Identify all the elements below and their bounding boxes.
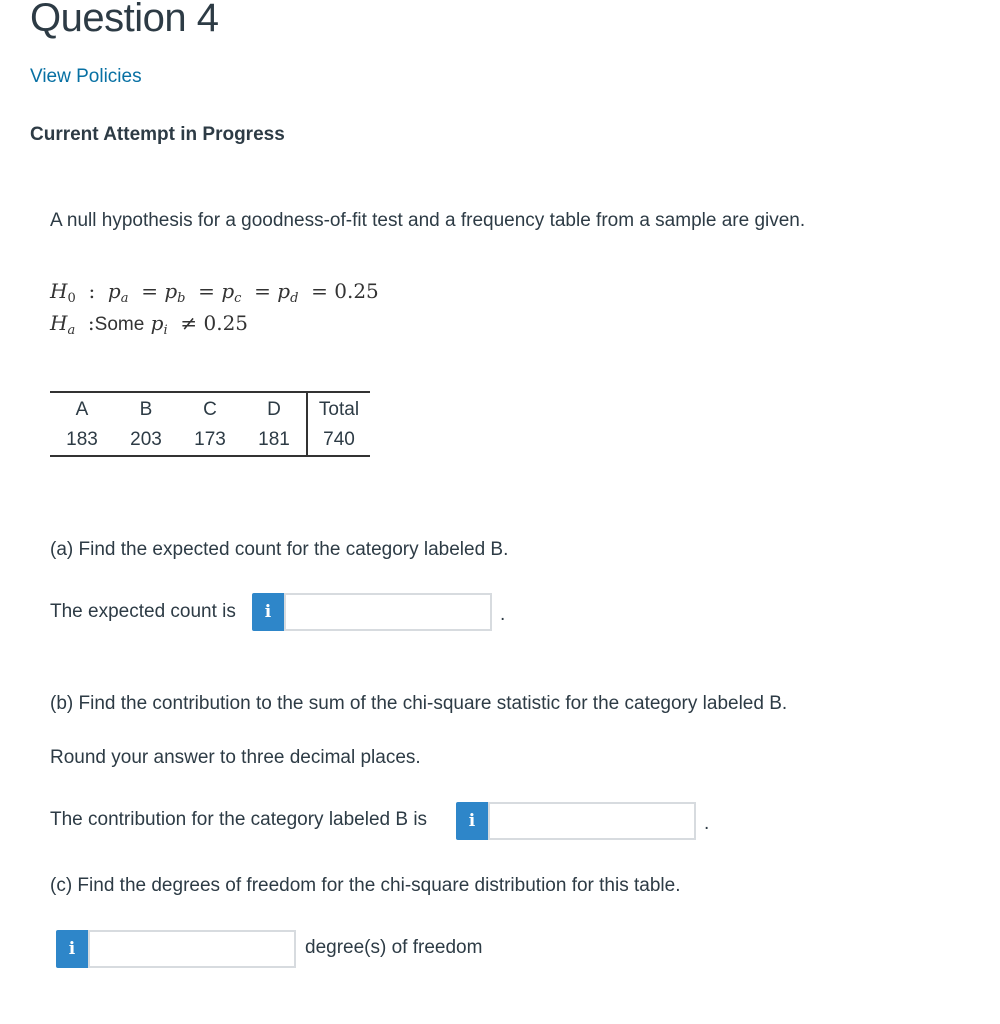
table-header-total: Total: [307, 392, 370, 425]
table-cell: 173: [194, 429, 226, 450]
p-symbol: p: [150, 311, 164, 335]
part-b-prompt: (b) Find the contribution to the sum of the chi-square statistic for the category labeled B.: [50, 693, 788, 714]
page-title: Question 4: [30, 0, 219, 40]
null-hypothesis: $H_0$ : $p_a = p_b = p_c = p_d = 0.25$: [50, 279, 379, 306]
ha-value: 0.25: [203, 311, 249, 335]
some-text: Some: [94, 314, 145, 335]
table-row: [50, 425, 370, 456]
frequency-table: [50, 391, 370, 457]
p-symbol: p: [277, 279, 291, 303]
p-symbol: p: [221, 279, 235, 303]
table-header-row: [50, 392, 370, 425]
info-icon[interactable]: i: [56, 930, 88, 968]
view-policies-link[interactable]: View Policies: [30, 66, 142, 87]
table-header: A: [75, 399, 89, 420]
part-a-answer-label: The expected count is: [50, 601, 236, 622]
p-symbol: p: [164, 279, 178, 303]
sub-a: a: [120, 291, 129, 306]
h0-subscript: 0: [67, 291, 76, 306]
contribution-input[interactable]: [488, 802, 696, 840]
table-cell-total: 740: [307, 425, 370, 456]
attempt-status: Current Attempt in Progress: [30, 124, 285, 145]
h0-symbol: H: [50, 279, 68, 303]
table-cell: 183: [66, 429, 98, 450]
sub-i: i: [163, 323, 168, 338]
part-c-prompt: (c) Find the degrees of freedom for the chi-square distribution for this table.: [50, 875, 681, 896]
ha-symbol: H: [50, 311, 68, 335]
table-header: C: [203, 399, 217, 420]
trailing-period: .: [500, 604, 506, 625]
ha-subscript: a: [67, 323, 76, 338]
table-cell: 203: [130, 429, 162, 450]
alternative-hypothesis: $H_a$ :Some $p_i \ne 0.25$: [50, 311, 249, 338]
trailing-period: .: [704, 813, 710, 834]
info-icon[interactable]: i: [252, 593, 284, 631]
degrees-of-freedom-label: degree(s) of freedom: [305, 937, 483, 958]
info-icon[interactable]: i: [456, 802, 488, 840]
question-intro: A null hypothesis for a goodness-of-fit test and a frequency table from a sample are given.: [50, 210, 806, 231]
expected-count-input[interactable]: [284, 593, 492, 631]
table-cell: 181: [258, 429, 290, 450]
part-b-answer-label: The contribution for the category labeled B is: [50, 809, 428, 830]
round-note: Round your answer to three decimal places.: [50, 747, 421, 768]
sub-d: d: [290, 291, 299, 306]
table-header: B: [139, 399, 153, 420]
p-symbol: p: [107, 279, 121, 303]
degrees-of-freedom-input[interactable]: [88, 930, 296, 968]
h0-value: 0.25: [334, 279, 379, 303]
table-header: D: [267, 399, 281, 420]
sub-c: c: [234, 291, 242, 306]
part-a-prompt: (a) Find the expected count for the category labeled B.: [50, 539, 509, 560]
sub-b: b: [177, 291, 186, 306]
